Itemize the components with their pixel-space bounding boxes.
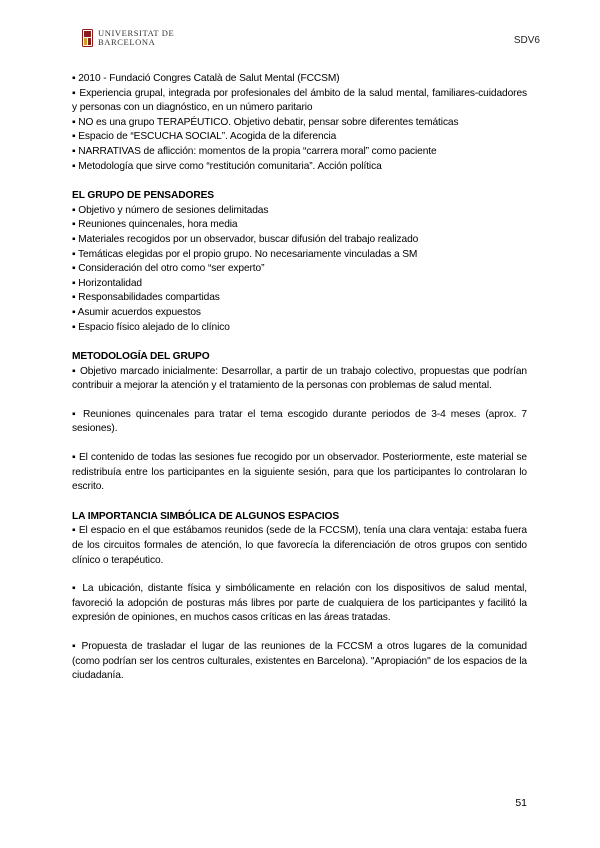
intro-item: ▪ Espacio de “ESCUCHA SOCIAL”. Acogida de la diferencia [72, 131, 337, 143]
section-heading: EL GRUPO DE PENSADORES [72, 190, 214, 202]
intro-item: ▪ Experiencia grupal, integrada por profesionales del ámbito de la salud mental, familiares-cuidadores y personas con un diagnóstico, en un número paritario [72, 87, 527, 114]
logo-wordmark [98, 29, 174, 47]
list-item: ▪ Asumir acuerdos expuestos [72, 306, 201, 318]
paragraph: ▪ Propuesta de trasladar el lugar de las reuniones de la FCCSM a otros lugares de la comunidad (como podrían ser los centros culturales, existentes en Barcelona). "Apropiación" de los espacios de la ciudadanía. [72, 641, 527, 682]
section-metodologia [72, 350, 527, 495]
paragraph: ▪ Objetivo marcado inicialmente: Desarrollar, a partir de un trabajo colectivo, propuestas que podrían contribuir a mejorar la atención y el tratamiento de la personas con problemas de salud mental. [72, 365, 527, 392]
logo-line-1: UNIVERSITAT DE [98, 28, 175, 38]
paragraph: ▪ El espacio en el que estábamos reunidos (sede de la FCCSM), tenía una clara ventaja: estaba fuera de los circuitos formales de atención, lo que favorecía la diferenciación de otros grupos con sentido clínico o terapéutico. [72, 525, 527, 566]
university-seal-icon [82, 29, 93, 47]
list-item: ▪ Espacio físico alejado de lo clínico [72, 321, 230, 333]
section-pensadores [72, 189, 527, 335]
page-header [82, 25, 540, 51]
section-espacios [72, 510, 527, 684]
list-item: ▪ Temáticas elegidas por el propio grupo. No necesariamente vinculadas a SM [72, 248, 418, 260]
list-item: ▪ Materiales recogidos por un observador, buscar difusión del trabajo realizado [72, 233, 419, 245]
paragraph: ▪ Reuniones quincenales para tratar el tema escogido durante periodos de 3-4 meses (aprox. 7 sesiones). [72, 408, 527, 435]
list-item: ▪ Reuniones quincenales, hora media [72, 219, 238, 231]
university-logo [82, 25, 174, 51]
logo-line-2: BARCELONA [98, 37, 156, 47]
document-code: SDV6 [513, 35, 540, 46]
paragraph: ▪ El contenido de todas las sesiones fue recogido por un observador. Posteriormente, este material se redistribuía entre los participantes en la siguiente sesión, para que los participantes lo controlaran lo escrito. [72, 452, 527, 493]
intro-list [72, 72, 527, 174]
list-item: ▪ Horizontalidad [72, 277, 142, 289]
intro-item: ▪ NO es una grupo TERAPÉUTICO. Objetivo debatir, pensar sobre diferentes temáticas [72, 116, 459, 128]
intro-item: ▪ NARRATIVAS de aflicción: momentos de la propia “carrera moral” como paciente [72, 145, 437, 157]
page-number: 51 [515, 797, 527, 809]
section-heading: LA IMPORTANCIA SIMBÓLICA DE ALGUNOS ESPACIOS [72, 510, 340, 522]
intro-item: ▪ Metodología que sirve como “restitución comunitaria”. Acción política [72, 160, 382, 172]
paragraph: ▪ La ubicación, distante física y simbólicamente en relación con los dispositivos de salud mental, favoreció la adopción de posturas más libres por parte de cualquiera de los participantes y facilitó la expresión de opiniones, en muchos casos críticas en las áreas tratadas. [72, 583, 527, 624]
intro-item: ▪ 2010 - Fundació Congres Català de Salut Mental (FCCSM) [72, 73, 340, 84]
page-content [72, 72, 527, 684]
list-item: ▪ Consideración del otro como “ser experto” [72, 263, 265, 275]
list-item: ▪ Responsabilidades compartidas [72, 292, 220, 304]
section-heading: METODOLOGÍA DEL GRUPO [72, 351, 210, 363]
list-item: ▪ Objetivo y número de sesiones delimitadas [72, 204, 269, 216]
